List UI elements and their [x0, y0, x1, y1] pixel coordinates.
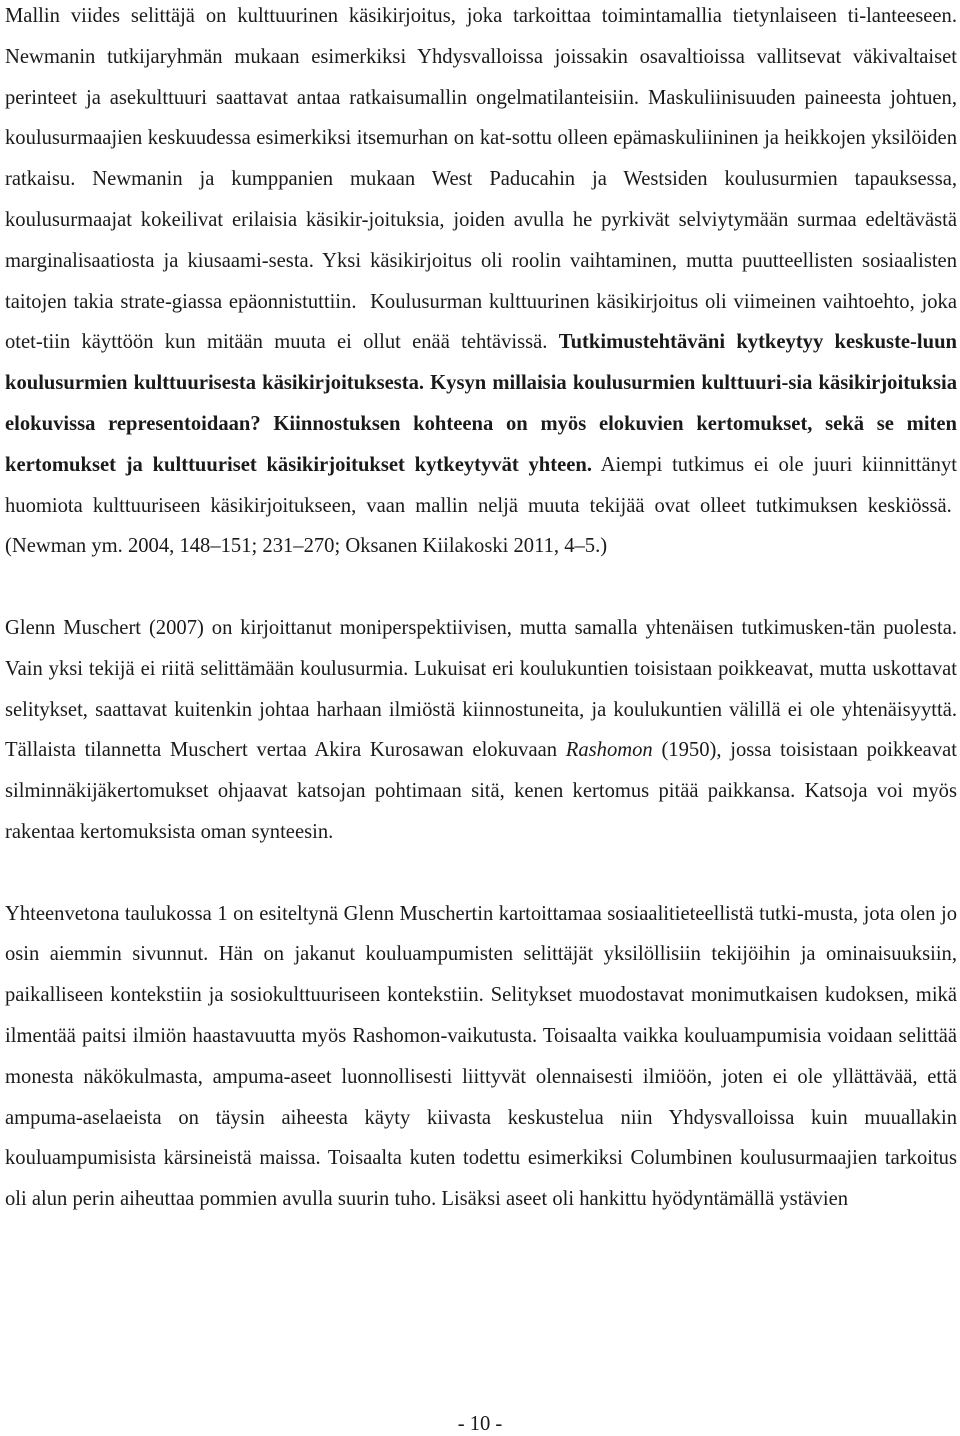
page-number: - 10 -: [457, 1413, 503, 1435]
paragraph-muschert: [5, 608, 957, 853]
paragraph-summary: [5, 894, 957, 1220]
paragraph-2-text: Glenn Muschert (2007) on kirjoittanut moniperspektiivisen, mutta samalla yhtenäisen tutkimusken-tän puolesta. Vain yksi tekijä ei riitä selittämään koulusurmia. Lukuisat eri koulukuntien toisistaan poikkeavat, mutta uskottavat selitykset, saattavat kuitenkin johtaa harhaan ilmiöstä kiinnostuneita, ja koulukuntien välillä ei ole yhtenäisyyttä. Tällaista tilannetta Muschert vertaa Akira Kurosawan elokuvaan: [5, 616, 957, 762]
paragraph-1-text-3: Aiempi tutkimus ei ole juuri kiinnittänyt huomiota kulttuuriseen käsikirjoitukseen, vaan mallin neljä muuta tekijää ovat olleet tutkimuksen keskiössä.: [5, 453, 957, 517]
document-page: [5, 0, 957, 1220]
paragraph-gap: [5, 567, 957, 608]
film-title: Rashomon: [565, 739, 653, 762]
paragraph-gap: [5, 853, 957, 894]
paragraph-3-text: Yhteenvetona taulukossa 1 on esiteltynä Glenn Muschertin kartoittamaa sosiaalitieteellistä tutki-musta, jota olen jo osin aiemmin sivunnut. Hän on jakanut kouluampumisten selittäjät yksilöllisiin tekijöihin ja ominaisuuksiin, paikalliseen kontekstiin ja sosiokulttuuriseen kontekstiin. Selitykset muodostavat monimutkaisen kudoksen, mikä ilmentää paitsi ilmiön haastavuutta myös Rashomon-vaikutusta. Toisaalta vaikka kouluampumisia voidaan selittää monesta näkökulmasta, ampuma-aseet luonnollisesti liittyvät olennaisesti ilmiöön, joten ei ole yllättävää, että ampuma-aselaeista on täysin aiheesta käyty kiivasta keskustelua niin Yhdysvalloissa kuin muuallakin kouluampumisista kärsineistä maissa. Toisaalta kuten todettu esimerkiksi Columbinen koulusurmaajien tarkoitus oli alun perin aiheuttaa pommien avulla suurin tuho. Lisäksi aseet oli hankittu hyödyntämällä ystävien: [5, 902, 957, 1211]
paragraph-1-text: Mallin viides selittäjä on kulttuurinen käsikirjoitus, joka tarkoittaa toimintamallia tietynlaiseen ti-lanteeseen. Newmanin tutkijaryhmän mukaan esimerkiksi Yhdysvalloissa joissakin osavaltioissa vallitsevat väkivaltaiset perinteet ja asekulttuuri saattavat antaa ratkaisumallin ongelmatilanteisiin. Maskuliinisuuden paineesta johtuen, koulusurmaajien keskuudessa esimerkiksi itsemurhan on kat-sottu olleen epämaskuliininen ja heikkojen yksilöiden ratkaisu. Newmanin ja kumppanien mukaan West Paducahin ja Westsiden koulusurmien tapauksessa, koulusurmaajat kokeilivat erilaisia käsikir-joituksia, joiden avulla he pyrkivät selviytymään surmaa edeltävästä marginalisaatiosta ja kiusaami-sesta. Yksi käsikirjoitus oli roolin vaihtaminen, mutta puutteellisten sosiaalisten taitojen takia strate-giassa epäonnistuttiin.: [5, 5, 957, 313]
citation: (Newman ym. 2004, 148–151; 231–270; Oksanen Kiilakoski 2011, 4–5.): [5, 535, 608, 558]
research-question-bold: Tutkimustehtäväni kytkeytyy keskuste-luun koulusurmien kulttuurisesta käsikirjoituksesta. Kysyn millaisia koulusurmien kulttuuri-sia käsikirjoituksia elokuvissa representoidaan? Kiinnostuksen kohteena on myös elokuvien kertomukset, sekä se miten kertomukset ja kulttuuriset käsikirjoitukset kytkeytyvät yhteen.: [5, 331, 958, 476]
paragraph-1-text-2: Koulusurman kulttuurinen käsikirjoitus oli viimeinen vaihtoehto, joka otet-tiin käyttöön kun mitään muuta ei ollut enää tehtävissä.: [5, 290, 957, 354]
paragraph-2-text-2: (1950), jossa toisistaan poikkeavat silminnäkijäkertomukset ohjaavat katsojan pohtimaan sitä, kenen kertomus pitää paikkansa. Katsoja voi myös rakentaa kertomuksista oman synteesin.: [5, 739, 957, 843]
paragraph-script-explainer: [5, 0, 957, 567]
